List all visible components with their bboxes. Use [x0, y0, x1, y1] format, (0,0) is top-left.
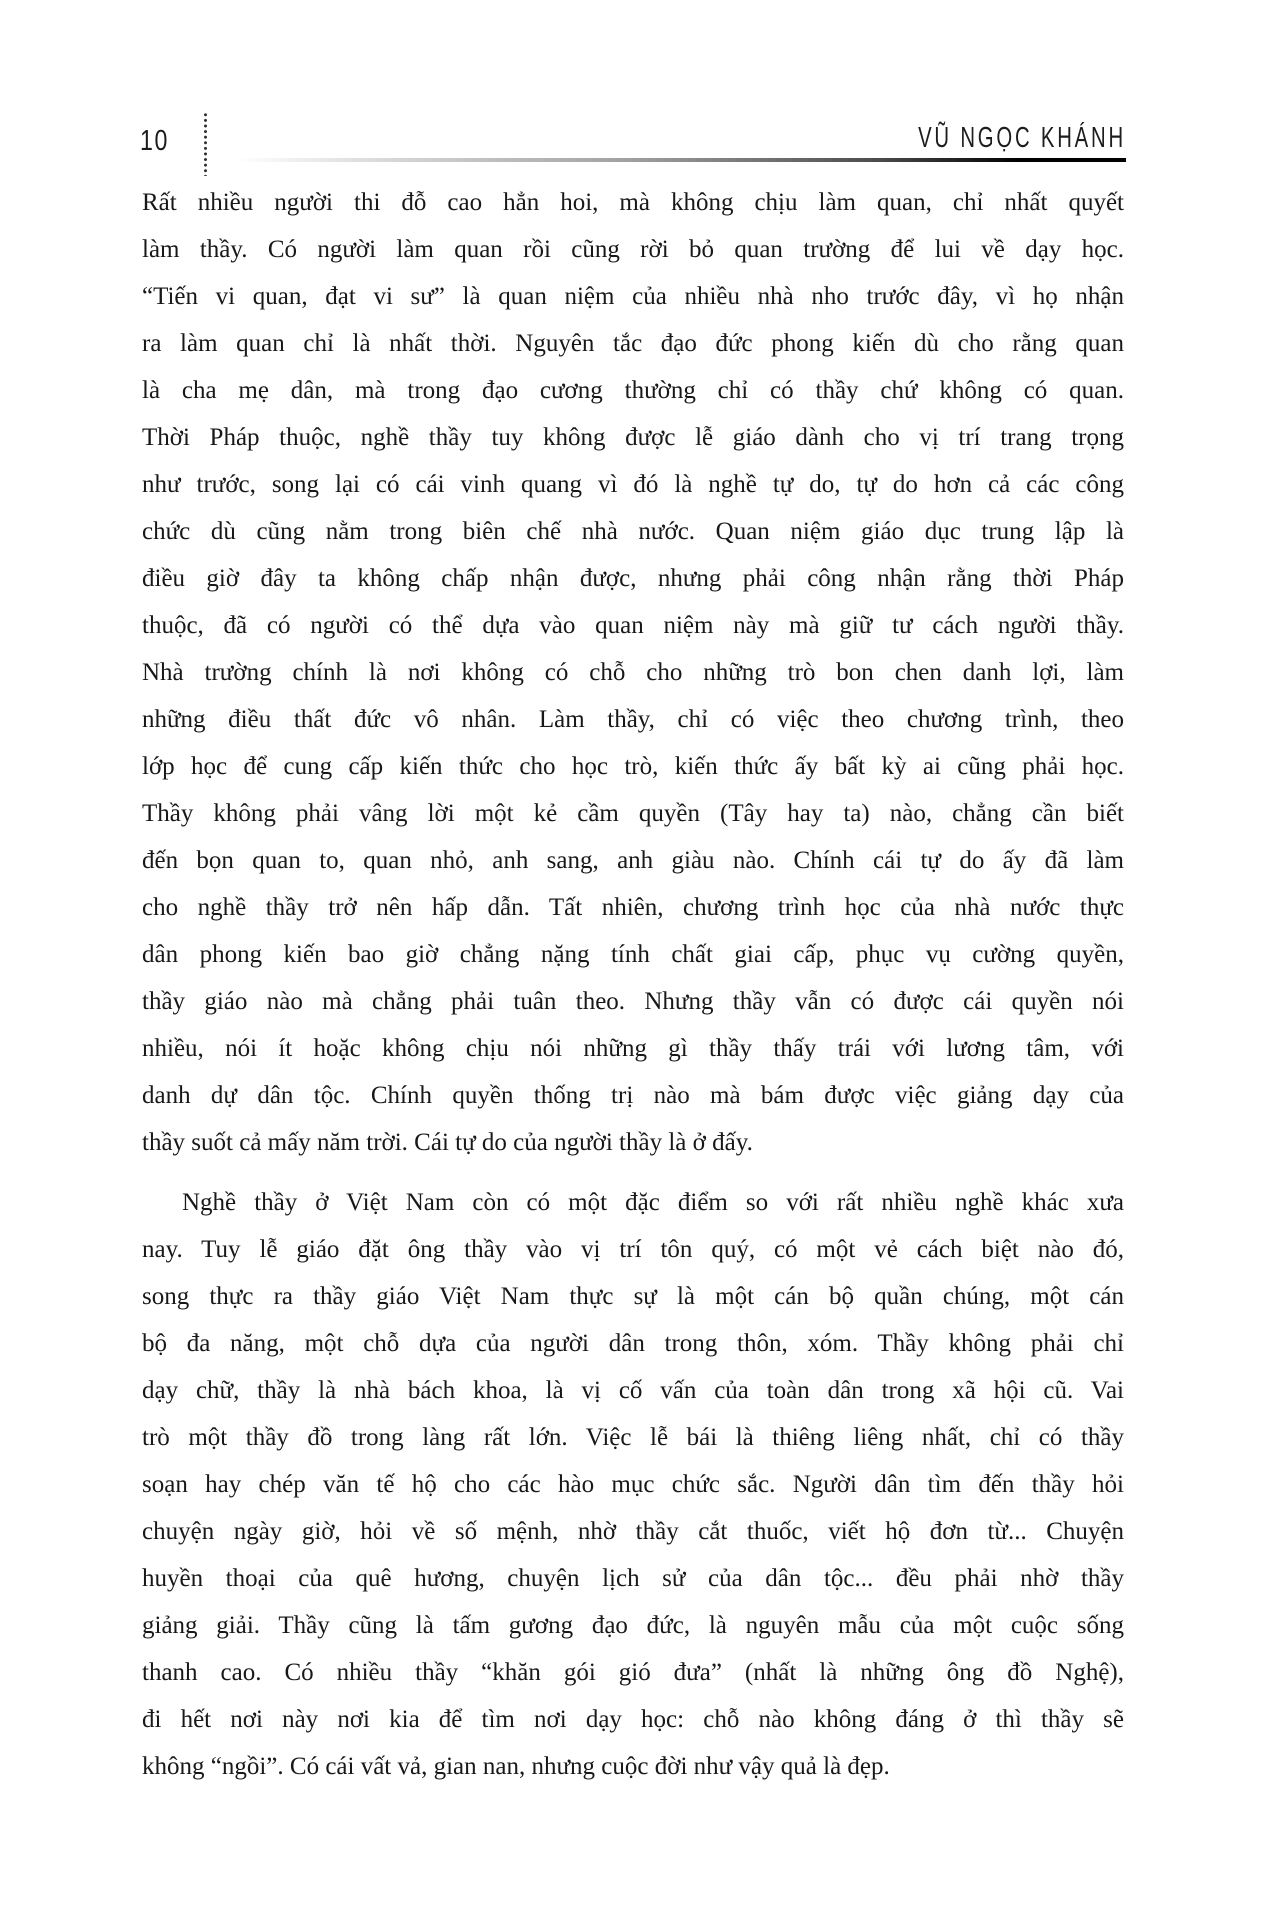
text-line: như trước, song lại có cái vinh quang vì đó là nghề tự do, tự do hơn cả các công	[142, 471, 1124, 498]
text-line: dân phong kiến bao giờ chẳng nặng tính chất giai cấp, phục vụ cường quyền,	[142, 941, 1124, 968]
text-line: Nghề thầy ở Việt Nam còn có một đặc điểm so với rất nhiều nghề khác xưa	[182, 1189, 1124, 1216]
text-line: huyền thoại của quê hương, chuyện lịch sử của dân tộc... đều phải nhờ thầy	[142, 1565, 1124, 1592]
text-line: đến bọn quan to, quan nhỏ, anh sang, anh giàu nào. Chính cái tự do ấy đã làm	[142, 847, 1124, 874]
page-body	[142, 179, 1124, 1790]
text-line: soạn hay chép văn tế hộ cho các hào mục chức sắc. Người dân tìm đến thầy hỏi	[142, 1471, 1124, 1498]
text-line: nhiều, nói ít hoặc không chịu nói những gì thầy thấy trái với lương tâm, với	[142, 1035, 1124, 1062]
text-line: Thời Pháp thuộc, nghề thầy tuy không được lễ giáo dành cho vị trí trang trọng	[142, 424, 1124, 451]
text-line: cho nghề thầy trở nên hấp dẫn. Tất nhiên, chương trình học của nhà nước thực	[142, 894, 1124, 921]
text-line: ra làm quan chỉ là nhất thời. Nguyên tắc đạo đức phong kiến dù cho rằng quan	[142, 330, 1124, 357]
text-line: thầy suốt cả mấy năm trời. Cái tự do của người thầy là ở đấy.	[142, 1129, 753, 1156]
text-line: bộ đa năng, một chỗ dựa của người dân trong thôn, xóm. Thầy không phải chỉ	[142, 1330, 1124, 1357]
text-line: “Tiến vi quan, đạt vi sư” là quan niệm của nhiều nhà nho trước đây, vì họ nhận	[142, 283, 1124, 310]
text-line: đi hết nơi này nơi kia để tìm nơi dạy học: chỗ nào không đáng ở thì thầy sẽ	[142, 1706, 1124, 1733]
text-line: chức dù cũng nằm trong biên chế nhà nước. Quan niệm giáo dục trung lập là	[142, 518, 1124, 545]
text-line: điều giờ đây ta không chấp nhận được, nhưng phải công nhận rằng thời Pháp	[142, 565, 1124, 592]
text-line: song thực ra thầy giáo Việt Nam thực sự là một cán bộ quần chúng, một cán	[142, 1283, 1124, 1310]
text-line: Rất nhiều người thi đỗ cao hẳn hoi, mà không chịu làm quan, chỉ nhất quyết	[142, 189, 1124, 216]
header-rule	[235, 158, 1126, 162]
text-line: nay. Tuy lễ giáo đặt ông thầy vào vị trí tôn quý, có một vẻ cách biệt nào đó,	[142, 1236, 1124, 1263]
running-header-author: VŨ NGỌC KHÁNH	[918, 122, 1126, 154]
text-line: giảng giải. Thầy cũng là tấm gương đạo đức, là nguyên mẫu của một cuộc sống	[142, 1612, 1124, 1639]
text-line: Thầy không phải vâng lời một kẻ cầm quyền (Tây hay ta) nào, chẳng cần biết	[142, 800, 1124, 827]
dotted-divider-icon	[203, 112, 208, 176]
text-line: lớp học để cung cấp kiến thức cho học trò, kiến thức ấy bất kỳ ai cũng phải học.	[142, 753, 1124, 780]
text-line: không “ngồi”. Có cái vất vả, gian nan, nhưng cuộc đời như vậy quả là đẹp.	[142, 1753, 890, 1780]
text-line: chuyện ngày giờ, hỏi về số mệnh, nhờ thầy cắt thuốc, viết hộ đơn từ... Chuyện	[142, 1518, 1124, 1545]
text-line: thầy giáo nào mà chẳng phải tuân theo. Nhưng thầy vẫn có được cái quyền nói	[142, 988, 1124, 1015]
text-line: làm thầy. Có người làm quan rồi cũng rời bỏ quan trường để lui về dạy học.	[142, 236, 1124, 263]
page-number: 10	[140, 125, 170, 157]
text-line: trò một thầy đồ trong làng rất lớn. Việc lễ bái là thiêng liêng nhất, chỉ có thầy	[142, 1424, 1124, 1451]
paragraph	[142, 179, 1124, 1166]
text-line: thuộc, đã có người có thể dựa vào quan niệm này mà giữ tư cách người thầy.	[142, 612, 1124, 639]
text-line: những điều thất đức vô nhân. Làm thầy, chỉ có việc theo chương trình, theo	[142, 706, 1124, 733]
text-line: Nhà trường chính là nơi không có chỗ cho những trò bon chen danh lợi, làm	[142, 659, 1124, 686]
text-line: dạy chữ, thầy là nhà bách khoa, là vị cố vấn của toàn dân trong xã hội cũ. Vai	[142, 1377, 1124, 1404]
text-line: danh dự dân tộc. Chính quyền thống trị nào mà bám được việc giảng dạy của	[142, 1082, 1124, 1109]
paragraph	[142, 1179, 1124, 1790]
text-line: là cha mẹ dân, mà trong đạo cương thường chỉ có thầy chứ không có quan.	[142, 377, 1124, 404]
text-line: thanh cao. Có nhiều thầy “khăn gói gió đưa” (nhất là những ông đồ Nghệ),	[142, 1659, 1124, 1686]
